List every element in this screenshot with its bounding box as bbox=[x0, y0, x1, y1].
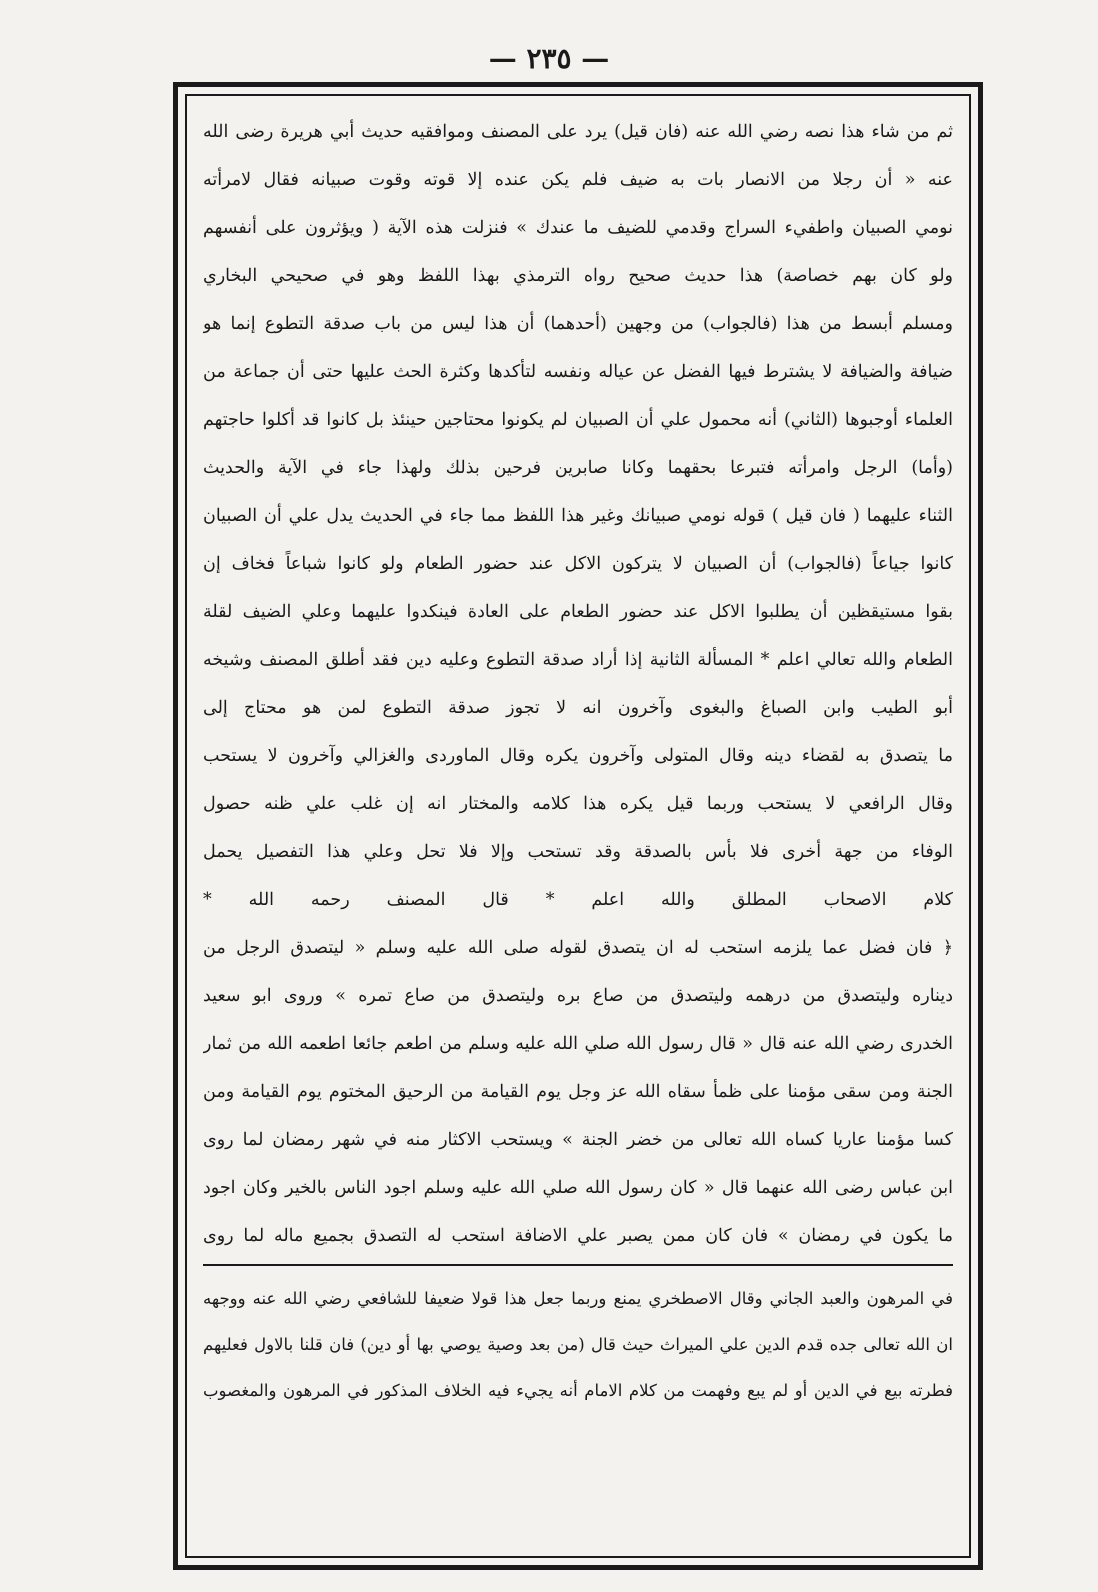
text-line: ابن عباس رضى الله عنهما قال « كان رسول الله صلي الله عليه وسلم اجود الناس بالخير وكان اجود bbox=[203, 1178, 953, 1198]
text-line: ما يكون في رمضان » فان كان ممن يصبر علي الاضافة استحب له التصدق بجميع ماله لما روى bbox=[203, 1226, 953, 1246]
text-line: (وأما) الرجل وامرأته فتبرعا بحقهما وكانا صابرين فرحين بذلك ولهذا جاء في الآية والحديث bbox=[203, 458, 953, 478]
text-line: ما يتصدق به لقضاء دينه وقال المتولى وآخرون يكره وقال الماوردى والغزالي وآخرون لا يستحب bbox=[203, 746, 953, 766]
main-text-block bbox=[203, 108, 953, 1258]
text-line: بقوا مستيقظين أن يطلبوا الاكل عند حضور الطعام على العادة فينكدوا عليهما وعلي الضيف لقلة bbox=[203, 602, 953, 622]
text-line: كانوا جياعاً (فالجواب) أن الصبيان لا يتركون الاكل عند حضور الطعام ولو كانوا شباعاً فخاف إن bbox=[203, 554, 953, 574]
text-line: ﴿ فان فضل عما يلزمه استحب له ان يتصدق لقوله صلى الله عليه وسلم « ليتصدق الرجل من bbox=[203, 938, 953, 958]
text-line: وقال الرافعي لا يستحب وربما قيل يكره هذا كلامه والمختار انه إن غلب علي ظنه حصول bbox=[203, 794, 953, 814]
text-line: ولو كان بهم خصاصة) هذا حديث صحيح رواه الترمذي بهذا اللفظ وهو في صحيحي البخاري bbox=[203, 266, 953, 286]
text-line: كلام الاصحاب المطلق والله اعلم * قال المصنف رحمه الله * bbox=[203, 890, 953, 910]
text-line: ضيافة والضيافة لا يشترط فيها الفضل عن عياله ونفسه لتأكدها وكثرة الحث عليها حتى أن جماعة من bbox=[203, 362, 953, 382]
text-line: ثم من شاء هذا نصه رضي الله عنه (فان قيل) يرد على المصنف وموافقيه حديث أبي هريرة رضى الله bbox=[203, 122, 953, 142]
text-line: عنه « أن رجلا من الانصار بات به ضيف فلم يكن عنده إلا قوته وقوت صبيانه فقال لامرأته bbox=[203, 170, 953, 190]
page-number: — ٢٣٥ — bbox=[488, 42, 610, 75]
page-frame-inner bbox=[185, 94, 971, 1558]
footnote-line: ان الله تعالى جده قدم الدين علي الميراث حيث قال (من بعد وصية يوصي بها أو دين) فان قلنا بالاول فعليهم bbox=[203, 1335, 953, 1354]
text-line: العلماء أوجبوها (الثاني) أنه محمول علي أن الصبيان لم يكونوا محتاجين حينئذ بل كانوا قد أكلوا حاجتهم bbox=[203, 410, 953, 430]
text-line: ومسلم أبسط من هذا (فالجواب) من وجهين (أحدهما) أن هذا ليس من باب صدقة التطوع إنما هو bbox=[203, 314, 953, 334]
page-frame bbox=[173, 82, 983, 1570]
text-line: الخدرى رضي الله عنه قال « قال رسول الله صلي الله عليه وسلم من اطعم جائعا اطعمه الله من ثمار bbox=[203, 1034, 953, 1054]
text-line: الطعام والله تعالي اعلم * المسألة الثانية إذا أراد صدقة التطوع وعليه دين فقد أطلق المصنف وشيخه bbox=[203, 650, 953, 670]
text-line: الوفاء من جهة أخرى فلا بأس بالصدقة وقد تستحب وإلا فلا تحل وعلي هذا التفصيل يحمل bbox=[203, 842, 953, 862]
text-line: الجنة ومن سقى مؤمنا على ظمأ سقاه الله عز وجل يوم القيامة من الرحيق المختوم يوم القيامة ومن bbox=[203, 1082, 953, 1102]
text-line: نومي الصبيان واطفيء السراج وقدمي للضيف ما عندك » فنزلت هذه الآية ( ويؤثرون على أنفسهم bbox=[203, 218, 953, 238]
footnote-separator bbox=[203, 1264, 953, 1266]
text-line: كسا مؤمنا عاريا كساه الله تعالى من خضر الجنة » ويستحب الاكثار منه في شهر رمضان لما روى bbox=[203, 1130, 953, 1150]
text-line: ديناره وليتصدق من درهمه وليتصدق من صاع بره وليتصدق من صاع تمره » وروى ابو سعيد bbox=[203, 986, 953, 1006]
footnote-block bbox=[203, 1276, 953, 1414]
text-line: أبو الطيب وابن الصباغ والبغوى وآخرون انه لا تجوز صدقة التطوع لمن هو محتاج إلى bbox=[203, 698, 953, 718]
text-line: الثناء عليهما ( فان قيل ) قوله نومي صبيانك وغير هذا اللفظ مما جاء في الحديث يدل علي أن الصبيان bbox=[203, 506, 953, 526]
footnote-line: فطرته بيع في الدين أو لم يبع وفهمت من كلام الامام أنه يجيء فيه الخلاف المذكور في المرهون والمغصوب bbox=[203, 1381, 953, 1400]
footnote-line: في المرهون والعبد الجاني وقال الاصطخري يمنع وربما جعل هذا قولا ضعيفا للشافعي رضي الله عنه ووجهه bbox=[203, 1289, 953, 1308]
